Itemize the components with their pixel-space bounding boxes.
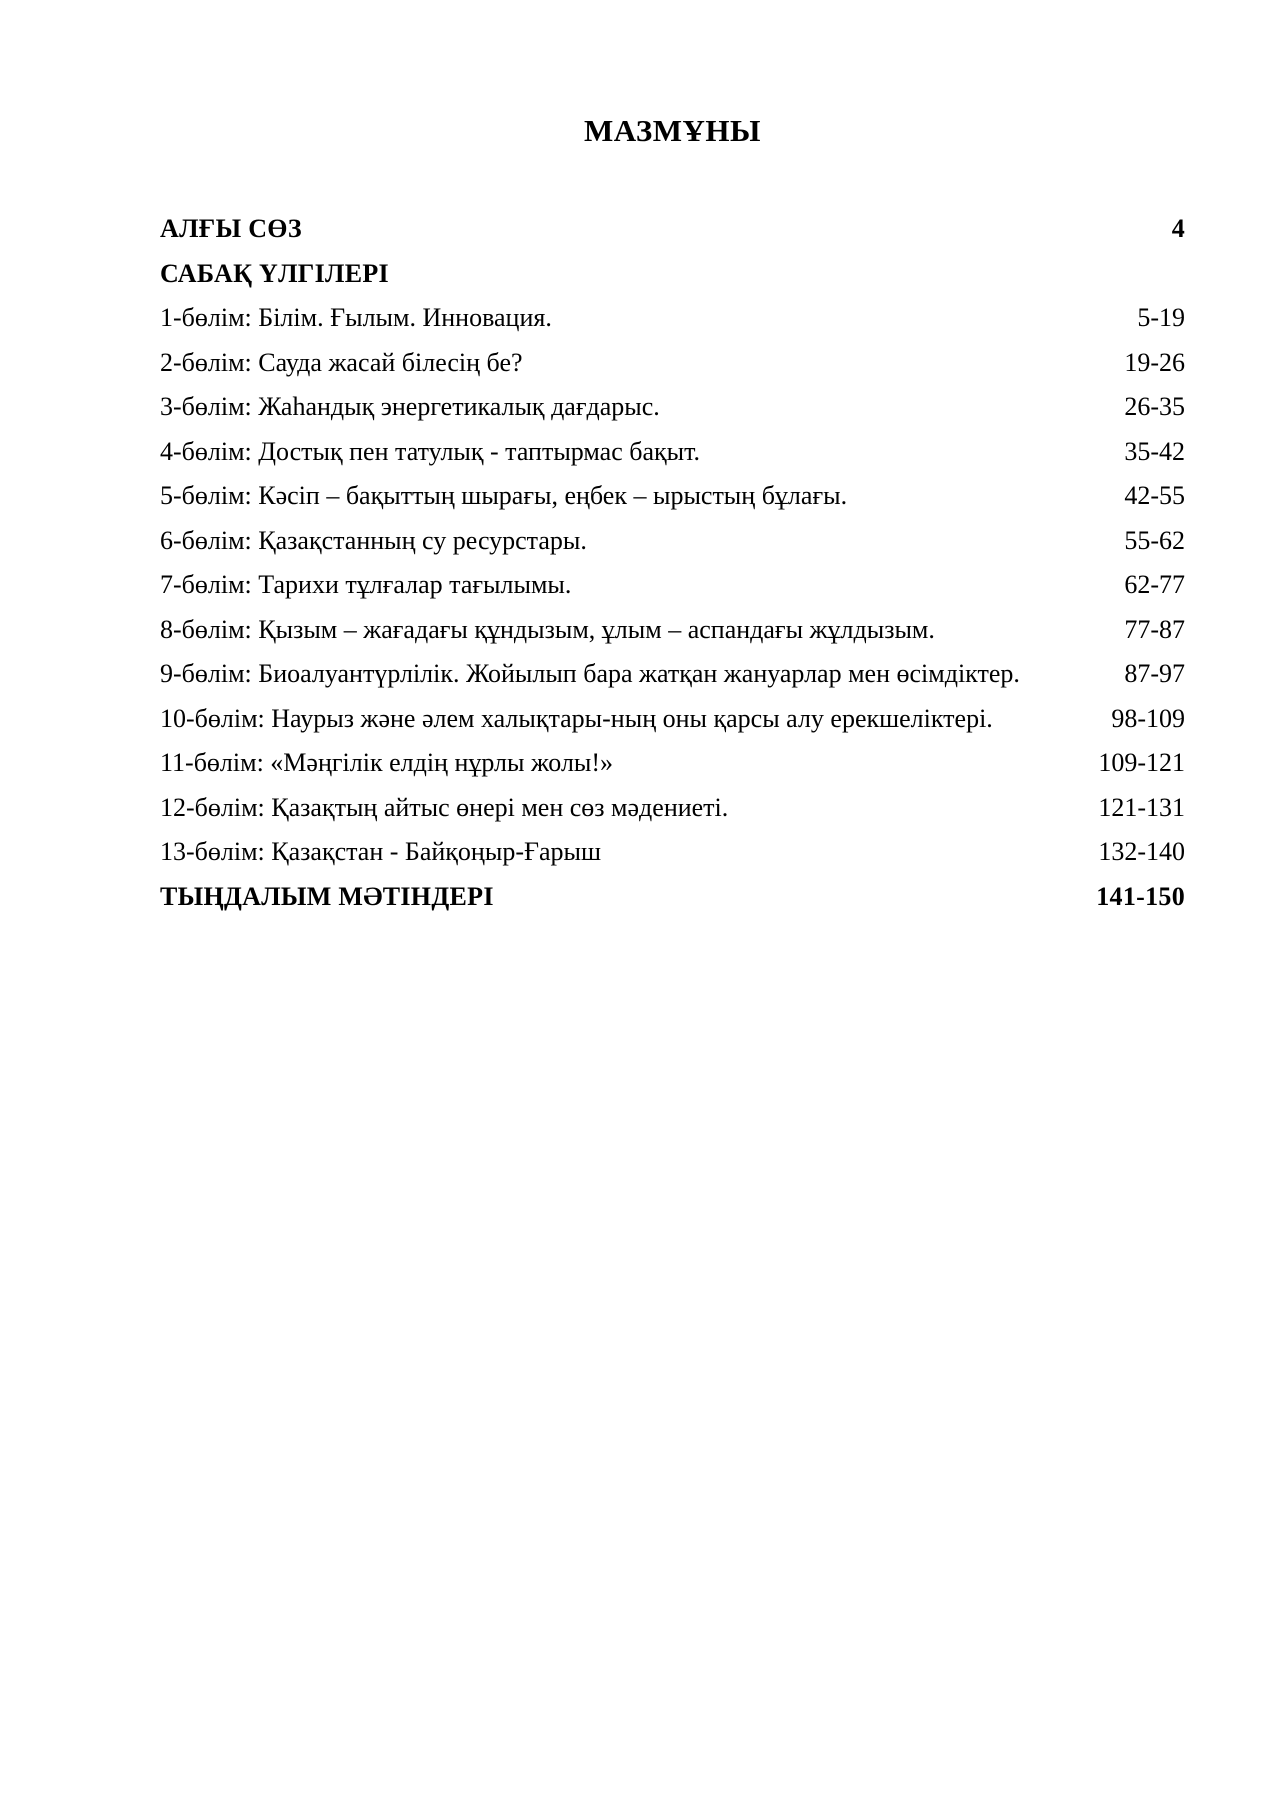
toc-entry-label: 11-бөлім: «Мәңгілік елдің нұрлы жолы!» (160, 748, 614, 777)
toc-entry-pages: 4 (1171, 214, 1185, 243)
toc-entry-label: 13-бөлім: Қазақстан - Байқоңыр-Ғарыш (160, 837, 602, 866)
toc-row (160, 563, 1185, 608)
toc-row (160, 608, 1185, 653)
toc-entry-label: ТЫҢДАЛЫМ МӘТІНДЕРІ (160, 881, 494, 911)
toc-entry-pages: 87-97 (1124, 659, 1185, 688)
toc-entry-label: 7-бөлім: Тарихи тұлғалар тағылымы. (160, 570, 572, 599)
toc-entry-label: 1-бөлім: Білім. Ғылым. Инновация. (160, 303, 552, 332)
page-title: МАЗМҰНЫ (584, 113, 761, 148)
toc-entry-label: САБАҚ ҮЛГІЛЕРІ (160, 258, 389, 288)
toc-entry-pages: 109-121 (1098, 748, 1185, 777)
toc-entry-pages: 26-35 (1124, 392, 1185, 421)
toc-row (160, 830, 1185, 875)
toc-entry-pages: 55-62 (1124, 525, 1185, 555)
toc-entry-pages: 19-26 (1124, 347, 1185, 377)
toc-row (160, 697, 1185, 742)
toc-entry-pages: 98-109 (1111, 703, 1185, 733)
toc-entry-label: АЛҒЫ СӨЗ (160, 214, 302, 243)
toc-entry-label: 10-бөлім: Наурыз және әлем халықтары-ның оны қарсы алу ерекшеліктері. (160, 703, 993, 733)
toc-entry-label: 4-бөлім: Достық пен татулық - таптырмас бақыт. (160, 436, 701, 466)
toc-entry-label: 8-бөлім: Қызым – жағадағы құндызым, ұлым – аспандағы жұлдызым. (160, 614, 935, 644)
toc-entry-pages: 121-131 (1098, 792, 1185, 822)
toc-entry-pages: 77-87 (1124, 614, 1185, 644)
toc-entry-pages: 141-150 (1096, 881, 1185, 911)
toc-row (160, 252, 1185, 297)
toc-entry-label: 6-бөлім: Қазақстанның су ресурстары. (160, 525, 587, 555)
toc-entry-pages: 62-77 (1124, 570, 1185, 599)
toc-row (160, 474, 1185, 519)
toc-row (160, 741, 1185, 786)
toc-entry-label: 2-бөлім: Сауда жасай білесің бе? (160, 347, 523, 377)
toc-entry-label: 5-бөлім: Кәсіп – бақыттың шырағы, еңбек – ырыстың бұлағы. (160, 481, 848, 510)
toc-row (160, 430, 1185, 475)
toc-entry-label: 3-бөлім: Жаһандық энергетикалық дағдарыс. (160, 392, 660, 421)
toc-entry-pages: 42-55 (1124, 481, 1185, 510)
toc-entry-pages: 132-140 (1098, 837, 1185, 866)
toc-row (160, 652, 1185, 697)
toc-entry-pages: 5-19 (1137, 303, 1185, 332)
toc-row (160, 519, 1185, 564)
toc-row (160, 341, 1185, 386)
toc-row (160, 385, 1185, 430)
toc-entry-pages: 35-42 (1124, 436, 1185, 466)
toc-entry-label: 9-бөлім: Биоалуантүрлілік. Жойылып бара жатқан жануарлар мен өсімдіктер. (160, 659, 1020, 688)
table-of-contents (0, 207, 1273, 919)
toc-row (160, 296, 1185, 341)
toc-entry-label: 12-бөлім: Қазақтың айтыс өнері мен сөз мәдениеті. (160, 792, 729, 822)
toc-row (160, 207, 1185, 252)
toc-row (160, 875, 1185, 920)
toc-row (160, 786, 1185, 831)
